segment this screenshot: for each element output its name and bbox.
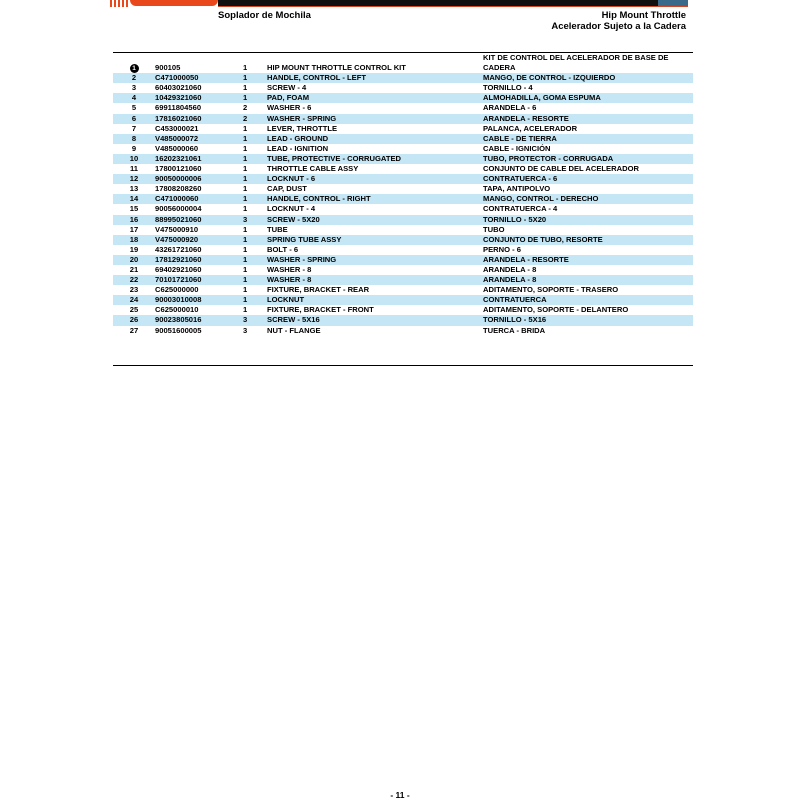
part-number: 16202321061 [155, 154, 243, 164]
part-number: 69911804560 [155, 103, 202, 113]
quantity: 1 [243, 255, 263, 265]
table-bottom-rule [113, 365, 693, 366]
quantity: 3 [243, 325, 248, 335]
ref-number: 2 [113, 73, 155, 83]
description-en: WASHER - SPRING [263, 255, 483, 265]
part-number: 90003010008 [155, 295, 243, 305]
ref-number: 5 [131, 103, 137, 113]
description-en: SCREW - 5X16 [263, 315, 483, 325]
description-en: LOCKNUT [263, 295, 483, 305]
quantity: 3 [243, 215, 263, 225]
part-number: C625000010 [155, 305, 199, 315]
part-number: V475000910 [155, 224, 199, 234]
table-row [113, 275, 693, 285]
table-row [113, 295, 693, 305]
description-es: TAPA, ANTIPOLVO [483, 184, 551, 194]
part-number: C471000050 [155, 73, 243, 83]
quantity: 1 [243, 295, 263, 305]
description-en: LEAD - GROUND [263, 134, 483, 144]
ref-number: 20 [113, 255, 155, 265]
part-number: C625000000 [155, 285, 199, 295]
description-es: KIT DE CONTROL DEL ACELERADOR DE BASE DE CADERA [483, 53, 669, 73]
description-es: ARANDELA - RESORTE [483, 255, 693, 265]
table-row [113, 315, 693, 325]
table-row [113, 124, 693, 134]
description-es: MANGO, DE CONTROL - IZQUIERDO [483, 73, 693, 83]
part-number: 90023805016 [155, 315, 243, 325]
quantity: 1 [243, 235, 263, 245]
kit-number-icon: 1 [130, 64, 139, 73]
table-row [113, 154, 693, 164]
description-es: CABLE - IGNICIÓN [483, 143, 551, 153]
quantity: 1 [243, 134, 263, 144]
description-es: CABLE - DE TIERRA [483, 134, 693, 144]
ref-number: 15 [129, 204, 139, 214]
ref-number: 17 [129, 224, 139, 234]
quantity: 1 [243, 204, 248, 214]
table-row [113, 164, 693, 174]
description-en: SPRING TUBE ASSY [263, 235, 483, 245]
table-row [113, 114, 693, 124]
page-title-en: Hip Mount Throttle [601, 10, 686, 21]
table-row [113, 285, 693, 295]
description-es: TORNILLO - 4 [483, 83, 533, 93]
ref-number: 27 [129, 325, 139, 335]
description-en: LEAD - IGNITION [267, 143, 329, 153]
table-row [113, 174, 693, 184]
part-number: 70101721060 [155, 275, 243, 285]
ref-number: 23 [129, 285, 139, 295]
description-en: LOCKNUT - 4 [267, 204, 316, 214]
part-number: V485000060 [155, 143, 199, 153]
table-row [113, 225, 693, 235]
description-en: TUBE [267, 224, 288, 234]
description-en: PAD, FOAM [263, 93, 483, 103]
table-row [113, 194, 693, 204]
description-es: ARANDELA - 8 [483, 264, 537, 274]
description-en: THROTTLE CABLE ASSY [267, 164, 359, 174]
ref-number: 3 [131, 83, 137, 93]
description-en: SCREW - 4 [267, 83, 307, 93]
part-number: 17800121060 [155, 164, 202, 174]
description-es: PERNO - 6 [483, 244, 521, 254]
description-en: BOLT - 6 [267, 244, 299, 254]
description-en: WASHER - 8 [263, 275, 483, 285]
ref-number: 21 [129, 264, 139, 274]
description-en: HANDLE, CONTROL - RIGHT [263, 194, 483, 204]
description-en: HANDLE, CONTROL - LEFT [263, 73, 483, 83]
part-number: C471000060 [155, 194, 243, 204]
table-row [113, 245, 693, 255]
description-es: TUERCA - BRIDA [483, 325, 546, 335]
ref-number: 25 [129, 305, 139, 315]
description-es: ADITAMENTO, SOPORTE - DELANTERO [483, 305, 629, 315]
description-es: CONTRATUERCA [483, 295, 693, 305]
part-number: 90050000006 [155, 174, 243, 184]
part-number: 90051600005 [155, 325, 202, 335]
table-row [113, 73, 693, 83]
ref-number: 13 [129, 184, 139, 194]
quantity: 1 [243, 275, 263, 285]
table-row [113, 326, 693, 336]
part-number: 43261721060 [155, 244, 202, 254]
ref-number: 12 [113, 174, 155, 184]
page-title-es: Acelerador Sujeto a la Cadera [551, 21, 686, 32]
header-bar-accent [658, 0, 688, 6]
parts-table-body [113, 53, 693, 336]
table-row [113, 144, 693, 154]
quantity: 1 [243, 164, 248, 174]
ref-number: 16 [113, 215, 155, 225]
ref-number: 4 [113, 93, 155, 103]
ref-number: 10 [113, 154, 155, 164]
ref-number: 14 [113, 194, 155, 204]
brand-logo [110, 0, 218, 7]
description-es: CONJUNTO DE TUBO, RESORTE [483, 235, 693, 245]
quantity: 1 [243, 123, 248, 133]
description-en: WASHER - SPRING [263, 114, 483, 124]
ref-number: 26 [113, 315, 155, 325]
table-row [113, 235, 693, 245]
part-number: 88995021060 [155, 215, 243, 225]
table-row [113, 53, 693, 73]
page-number: - 11 - [390, 790, 410, 800]
description-en: NUT - FLANGE [267, 325, 321, 335]
description-en: HIP MOUNT THROTTLE CONTROL KIT [267, 63, 406, 73]
part-number: 69402921060 [155, 264, 202, 274]
quantity: 1 [243, 154, 263, 164]
description-en: LEVER, THROTTLE [267, 123, 338, 133]
table-row [113, 215, 693, 225]
quantity: 1 [243, 244, 248, 254]
description-en: TUBE, PROTECTIVE - CORRUGATED [263, 154, 483, 164]
ref-number: 7 [131, 123, 137, 133]
description-es: ADITAMENTO, SOPORTE - TRASERO [483, 285, 619, 295]
table-row [113, 305, 693, 315]
quantity: 1 [243, 264, 248, 274]
ref-number: 22 [113, 275, 155, 285]
description-es: MANGO, CONTROL - DERECHO [483, 194, 693, 204]
ref-number: 18 [113, 235, 155, 245]
ref-number [113, 53, 155, 73]
description-es: TUBO [483, 224, 505, 234]
page-title [551, 10, 686, 32]
part-number: V485000072 [155, 134, 243, 144]
table-row [113, 255, 693, 265]
description-en: LOCKNUT - 6 [263, 174, 483, 184]
part-number: V475000920 [155, 235, 243, 245]
quantity: 1 [243, 174, 263, 184]
description-es: TUBO, PROTECTOR - CORRUGADA [483, 154, 693, 164]
description-es: CONTRATUERCA - 6 [483, 174, 693, 184]
description-es: PALANCA, ACELERADOR [483, 123, 578, 133]
ref-number: 6 [113, 114, 155, 124]
description-es: CONTRATUERCA - 4 [483, 204, 558, 214]
part-number: 90056000004 [155, 204, 202, 214]
part-number: 17812921060 [155, 255, 243, 265]
section-title-es: Soplador de Mochila [218, 10, 311, 21]
description-es: ARANDELA - 8 [483, 275, 693, 285]
part-number: 10429321060 [155, 93, 243, 103]
quantity: 2 [243, 114, 263, 124]
description-en: WASHER - 6 [267, 103, 312, 113]
description-es: ALMOHADILLA, GOMA ESPUMA [483, 93, 693, 103]
parts-table [113, 53, 693, 336]
table-row [113, 204, 693, 214]
quantity: 1 [243, 224, 248, 234]
table-row [113, 184, 693, 194]
description-en: CAP, DUST [267, 184, 307, 194]
ref-number: 9 [131, 143, 137, 153]
quantity: 1 [243, 63, 248, 73]
description-es: ARANDELA - RESORTE [483, 114, 693, 124]
ref-number: 11 [129, 164, 139, 174]
description-es: TORNILLO - 5X20 [483, 215, 693, 225]
logo-wordmark [130, 0, 218, 6]
quantity: 1 [243, 83, 248, 93]
quantity: 1 [243, 194, 263, 204]
table-row [113, 93, 693, 103]
description-es: ARANDELA - 6 [483, 103, 537, 113]
quantity: 3 [243, 315, 263, 325]
ref-number: 19 [129, 244, 139, 254]
part-number: 17808208260 [155, 184, 202, 194]
quantity: 2 [243, 103, 248, 113]
quantity: 1 [243, 305, 248, 315]
quantity: 1 [243, 143, 248, 153]
description-es: CONJUNTO DE CABLE DEL ACELERADOR [483, 164, 639, 174]
description-es: TORNILLO - 5X16 [483, 315, 693, 325]
description-en: WASHER - 8 [267, 264, 312, 274]
header-bar [218, 0, 688, 7]
logo-stripes [110, 0, 130, 7]
ref-number: 24 [113, 295, 155, 305]
ref-number: 8 [113, 134, 155, 144]
quantity: 1 [243, 73, 263, 83]
description-en: SCREW - 5X20 [263, 215, 483, 225]
table-row [113, 265, 693, 275]
part-number: 60403021060 [155, 83, 202, 93]
table-row [113, 103, 693, 113]
part-number: 900105 [155, 63, 181, 73]
part-number: C453000021 [155, 123, 199, 133]
table-row [113, 134, 693, 144]
quantity: 1 [243, 285, 248, 295]
description-en: FIXTURE, BRACKET - REAR [267, 285, 370, 295]
description-en: FIXTURE, BRACKET - FRONT [267, 305, 374, 315]
quantity: 1 [243, 184, 248, 194]
table-row [113, 83, 693, 93]
part-number: 17816021060 [155, 114, 243, 124]
quantity: 1 [243, 93, 263, 103]
